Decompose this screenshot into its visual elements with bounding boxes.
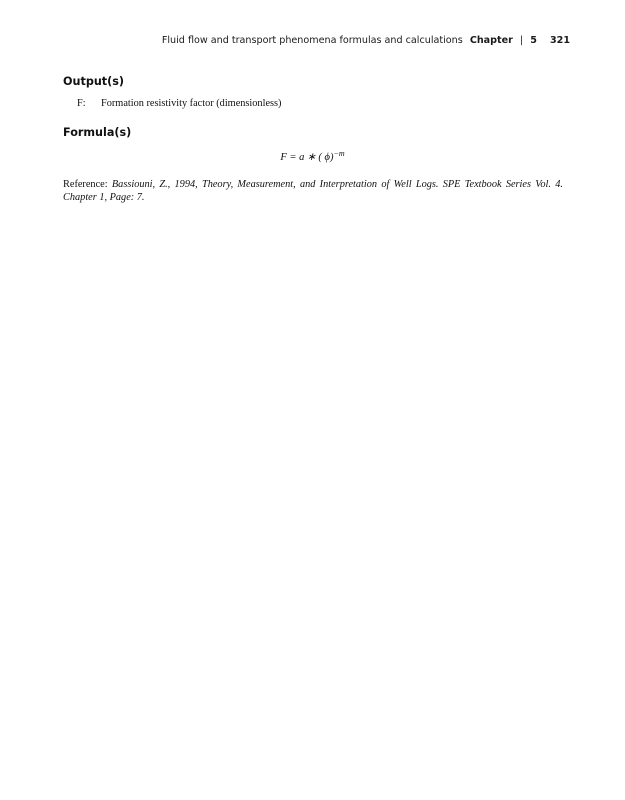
output-symbol: F: (77, 98, 86, 109)
output-item (77, 97, 281, 110)
reference-paragraph (63, 178, 563, 204)
formula-equation (0, 147, 625, 165)
chapter-label: Chapter (469, 35, 513, 46)
reference-citation: Bassiouni, Z., 1994, Theory, Measurement, and Interpretation of Well Logs. SPE Textbook Series Vol. 4. Chapter 1, Page: 7. (63, 179, 563, 203)
page-number: 321 (549, 35, 570, 46)
header-separator: | (519, 35, 524, 46)
running-header (162, 35, 570, 47)
formula-expression: F = a ∗ ( ϕ) (280, 152, 334, 163)
formula-exponent: −m (333, 149, 345, 158)
reference-label: Reference: (63, 179, 108, 190)
running-header-title: Fluid flow and transport phenomena formulas and calculations (161, 35, 463, 46)
output-description: Formation resistivity factor (dimensionless) (101, 98, 282, 109)
formulas-heading: Formula(s) (63, 126, 132, 139)
chapter-number: 5 (530, 35, 537, 46)
outputs-heading: Output(s) (63, 75, 125, 88)
